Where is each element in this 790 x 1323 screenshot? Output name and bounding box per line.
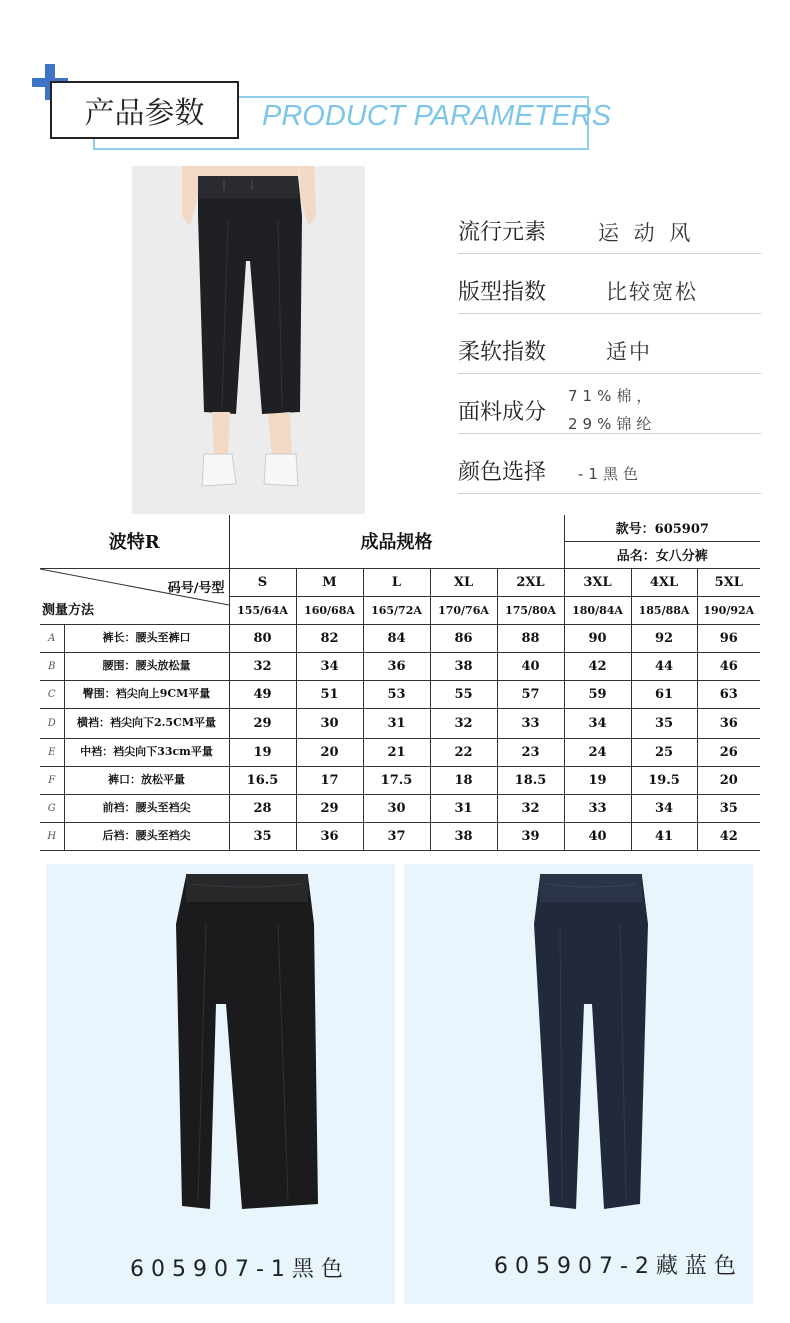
table-cell: 40 <box>497 652 564 680</box>
type-header: 175/80A <box>497 596 564 624</box>
spec-title: 成品规格 <box>229 515 564 568</box>
size-header: 4XL <box>631 568 697 596</box>
table-cell: 34 <box>296 652 363 680</box>
row-letter: F <box>40 766 64 794</box>
table-cell: 19 <box>564 766 631 794</box>
table-cell: 29 <box>296 794 363 822</box>
table-cell: 34 <box>564 708 631 738</box>
param-row-color <box>458 447 761 494</box>
table-cell: 18 <box>430 766 497 794</box>
row-letter: B <box>40 652 64 680</box>
table-cell: 26 <box>697 738 760 766</box>
row-measure-name: 臀围：裆尖向上9CM平量 <box>64 680 229 708</box>
table-cell: 29 <box>229 708 296 738</box>
table-cell: 36 <box>697 708 760 738</box>
header-diagonal-cell <box>40 568 229 624</box>
product-panel-black <box>46 864 395 1304</box>
param-value: -1黑色 <box>578 465 643 483</box>
table-cell: 20 <box>697 766 760 794</box>
row-letter: A <box>40 624 64 652</box>
table-cell: 30 <box>363 794 430 822</box>
row-measure-name: 后裆：腰头至裆尖 <box>64 822 229 850</box>
section-title-en: PRODUCT PARAMETERS <box>262 100 612 132</box>
table-cell: 49 <box>229 680 296 708</box>
model-photo <box>132 166 365 514</box>
param-label: 版型指数 <box>458 280 547 305</box>
black-pants-illustration <box>46 864 395 1244</box>
size-header: 5XL <box>697 568 760 596</box>
table-row <box>40 624 760 652</box>
row-measure-name: 裤口：放松平量 <box>64 766 229 794</box>
param-row-fabric <box>458 383 761 434</box>
table-cell: 23 <box>497 738 564 766</box>
table-cell: 84 <box>363 624 430 652</box>
product-caption: 605907-2藏蓝色 <box>494 1254 743 1279</box>
row-letter: C <box>40 680 64 708</box>
table-cell: 32 <box>229 652 296 680</box>
table-cell: 18.5 <box>497 766 564 794</box>
section-title: 产品参数 <box>50 81 239 139</box>
row-measure-name: 前裆：腰头至裆尖 <box>64 794 229 822</box>
table-cell: 46 <box>697 652 760 680</box>
table-cell: 20 <box>296 738 363 766</box>
table-cell: 19.5 <box>631 766 697 794</box>
size-header: XL <box>430 568 497 596</box>
param-value: 适中 <box>606 340 652 364</box>
table-cell: 63 <box>697 680 760 708</box>
type-header: 155/64A <box>229 596 296 624</box>
table-cell: 51 <box>296 680 363 708</box>
table-cell: 96 <box>697 624 760 652</box>
table-row <box>40 738 760 766</box>
table-cell: 82 <box>296 624 363 652</box>
type-header: 170/76A <box>430 596 497 624</box>
table-cell: 28 <box>229 794 296 822</box>
type-header: 190/92A <box>697 596 760 624</box>
table-cell: 42 <box>697 822 760 850</box>
param-row-fit <box>458 266 761 314</box>
product-caption: 605907-1黑色 <box>130 1257 350 1282</box>
table-cell: 17 <box>296 766 363 794</box>
product-panel-navy <box>404 864 753 1304</box>
row-letter: E <box>40 738 64 766</box>
row-measure-name: 横裆：裆尖向下2.5CM平量 <box>64 708 229 738</box>
table-row <box>40 794 760 822</box>
table-row <box>40 680 760 708</box>
table-cell: 44 <box>631 652 697 680</box>
table-cell: 35 <box>229 822 296 850</box>
table-cell: 32 <box>430 708 497 738</box>
navy-pants-illustration <box>404 864 753 1244</box>
row-measure-name: 腰围：腰头放松量 <box>64 652 229 680</box>
table-cell: 42 <box>564 652 631 680</box>
type-header: 180/84A <box>564 596 631 624</box>
table-cell: 24 <box>564 738 631 766</box>
size-header: M <box>296 568 363 596</box>
table-cell: 35 <box>631 708 697 738</box>
brand-name: 波特R <box>40 515 229 568</box>
table-cell: 31 <box>430 794 497 822</box>
table-cell: 90 <box>564 624 631 652</box>
table-cell: 22 <box>430 738 497 766</box>
table-cell: 21 <box>363 738 430 766</box>
type-header: 185/88A <box>631 596 697 624</box>
param-label: 柔软指数 <box>458 340 547 365</box>
size-header: 3XL <box>564 568 631 596</box>
table-cell: 25 <box>631 738 697 766</box>
table-cell: 80 <box>229 624 296 652</box>
row-letter: D <box>40 708 64 738</box>
param-value: 比较宽松 <box>606 280 698 304</box>
table-cell: 19 <box>229 738 296 766</box>
table-cell: 32 <box>497 794 564 822</box>
table-cell: 35 <box>697 794 760 822</box>
table-cell: 38 <box>430 822 497 850</box>
table-row <box>40 766 760 794</box>
type-header: 165/72A <box>363 596 430 624</box>
product-name: 品名：女八分裤 <box>564 541 760 568</box>
table-cell: 55 <box>430 680 497 708</box>
param-row-softness <box>458 326 761 374</box>
size-table <box>40 515 760 851</box>
table-cell: 57 <box>497 680 564 708</box>
param-value-line2: 29%锦纶 <box>568 415 657 433</box>
table-cell: 88 <box>497 624 564 652</box>
param-label: 面料成分 <box>458 400 547 425</box>
param-value: 运 动 风 <box>598 221 695 245</box>
table-cell: 17.5 <box>363 766 430 794</box>
table-cell: 31 <box>363 708 430 738</box>
size-header: 2XL <box>497 568 564 596</box>
table-cell: 40 <box>564 822 631 850</box>
param-label: 流行元素 <box>458 220 547 245</box>
table-cell: 61 <box>631 680 697 708</box>
table-cell: 36 <box>296 822 363 850</box>
type-header: 160/68A <box>296 596 363 624</box>
table-cell: 30 <box>296 708 363 738</box>
param-label: 颜色选择 <box>458 460 547 485</box>
table-cell: 16.5 <box>229 766 296 794</box>
row-measure-name: 裤长：腰头至裤口 <box>64 624 229 652</box>
table-cell: 33 <box>564 794 631 822</box>
table-cell: 59 <box>564 680 631 708</box>
table-row <box>40 708 760 738</box>
table-cell: 86 <box>430 624 497 652</box>
row-letter: G <box>40 794 64 822</box>
table-cell: 53 <box>363 680 430 708</box>
row-measure-name: 中裆：裆尖向下33cm平量 <box>64 738 229 766</box>
size-header: L <box>363 568 430 596</box>
table-cell: 38 <box>430 652 497 680</box>
table-cell: 34 <box>631 794 697 822</box>
size-label: 码号/号型 <box>167 580 225 596</box>
model-photo-illustration <box>132 166 365 514</box>
table-row <box>40 652 760 680</box>
table-row <box>40 822 760 850</box>
table-cell: 37 <box>363 822 430 850</box>
table-cell: 39 <box>497 822 564 850</box>
style-number: 款号：605907 <box>564 515 760 541</box>
table-cell: 36 <box>363 652 430 680</box>
method-label: 测量方法 <box>42 602 95 618</box>
table-cell: 41 <box>631 822 697 850</box>
param-row-style <box>458 206 761 254</box>
table-cell: 33 <box>497 708 564 738</box>
table-cell: 92 <box>631 624 697 652</box>
size-header: S <box>229 568 296 596</box>
row-letter: H <box>40 822 64 850</box>
param-value-line1: 71%棉， <box>568 387 657 405</box>
